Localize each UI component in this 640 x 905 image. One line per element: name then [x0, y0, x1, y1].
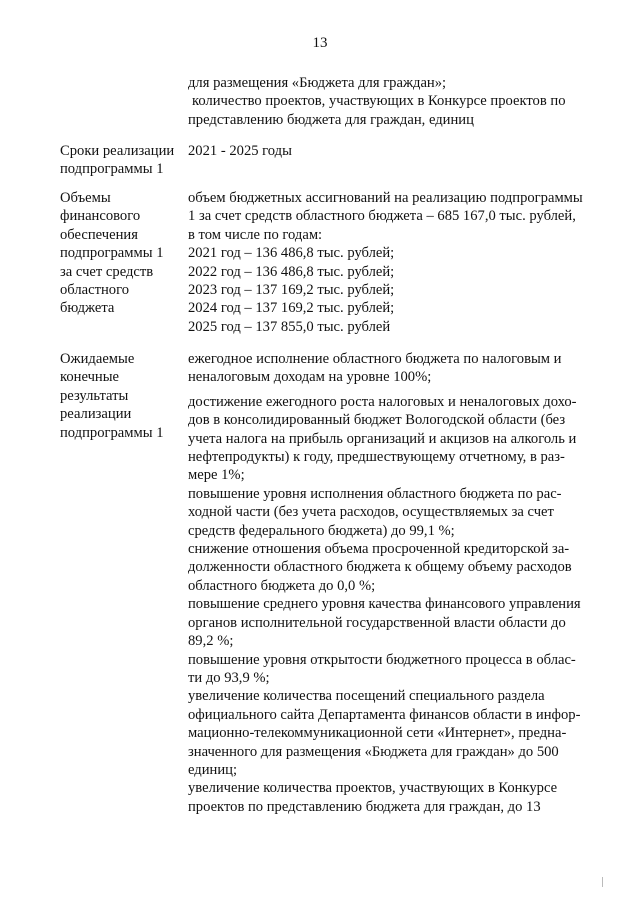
value-line: увеличение количества проектов, участвующих в Конкурсе [188, 780, 558, 797]
row-label-funding [60, 189, 178, 318]
row-label-terms [60, 142, 178, 179]
label-line: бюджета [60, 300, 115, 317]
value-line: официального сайта Департамента финансов области в инфор- [188, 706, 581, 723]
value-line: повышение уровня открытости бюджетного процесса в облас- [188, 651, 576, 668]
text-line: представлению бюджета для граждан, единиц [188, 111, 474, 128]
value-line: мационно-телекоммуникационной сети «Интернет», предна- [188, 725, 567, 742]
value-line: нефтепродукты) к году, предшествующему отчетному, в раз- [188, 449, 565, 466]
value-line: в том числе по годам: [188, 226, 323, 243]
result-item [188, 651, 608, 688]
value-line: областного бюджета до 0,0 %; [188, 577, 376, 594]
label-line: реализации [60, 406, 132, 423]
label-line: финансового [60, 208, 141, 225]
value-line: 2025 год – 137 855,0 тыс. рублей [188, 318, 391, 335]
value-line: дов в консолидированный бюджет Вологодской области (без [188, 412, 566, 429]
value-line: достижение ежегодного роста налоговых и неналоговых дохо- [188, 393, 577, 410]
value-line: 1 за счет средств областного бюджета – 685 167,0 тыс. рублей, [188, 208, 576, 225]
label-line: обеспечения [60, 226, 138, 243]
result-item [188, 687, 608, 779]
page-number: 13 [312, 35, 328, 51]
result-item [188, 393, 608, 485]
scan-mark [602, 877, 603, 887]
label-line: Ожидаемые [60, 351, 135, 367]
value-line: долженности областного бюджета к общему объему расходов [188, 559, 572, 576]
value-line: проектов по представлению бюджета для граждан, до 13 [188, 798, 541, 815]
row-value-terms [188, 142, 608, 160]
value-line: средств федерального бюджета) до 99,1 %; [188, 522, 455, 539]
result-item [188, 540, 608, 595]
label-line: подпрограммы 1 [60, 245, 164, 262]
label-line: Сроки реализации [60, 143, 175, 159]
label-line: Объемы [60, 190, 111, 206]
row-value-funding [188, 189, 608, 336]
value-line: увеличение количества посещений специального раздела [188, 688, 545, 705]
value-line: ти до 93,9 %; [188, 669, 270, 686]
value-line: 2021 год – 136 486,8 тыс. рублей; [188, 245, 395, 262]
text-line: количество проектов, участвующих в Конкурсе проектов по [192, 93, 566, 110]
value-line: ежегодное исполнение областного бюджета по налоговым и [188, 351, 562, 367]
value-line: снижение отношения объема просроченной кредиторской за- [188, 541, 570, 558]
value-line: 2021 - 2025 годы [188, 143, 292, 159]
label-line: подпрограммы 1 [60, 424, 164, 441]
value-line: 2024 год – 137 169,2 тыс. рублей; [188, 300, 395, 317]
value-line: ходной части (без учета расходов, осуществляемых за счет [188, 504, 554, 521]
result-item [188, 595, 608, 650]
label-line: областного [60, 282, 129, 299]
label-line: за счет средств [60, 263, 154, 280]
label-line: результаты [60, 387, 129, 404]
value-line: значенного для размещения «Бюджета для граждан» до 500 [188, 743, 559, 760]
value-line: единиц; [188, 761, 238, 778]
label-line: конечные [60, 369, 120, 386]
label-line: подпрограммы 1 [60, 161, 164, 178]
value-line: 89,2 %; [188, 633, 234, 650]
row-value-results [188, 350, 608, 816]
value-line: 2022 год – 136 486,8 тыс. рублей; [188, 263, 395, 280]
text-line: для размещения «Бюджета для граждан»; [188, 75, 447, 91]
value-line: учета налога на прибыль организаций и акцизов на алкоголь и [188, 430, 577, 447]
continuation-text [188, 74, 608, 129]
value-line: органов исполнительной государственной власти области до [188, 614, 566, 631]
value-line: повышение уровня исполнения областного бюджета по рас- [188, 485, 562, 502]
value-line: повышение среднего уровня качества финансового управления [188, 596, 581, 613]
value-line: мере 1%; [188, 467, 245, 484]
value-line: неналоговым доходам на уровне 100%; [188, 369, 432, 386]
row-label-results [60, 350, 178, 442]
value-line: объем бюджетных ассигнований на реализацию подпрограммы [188, 190, 583, 206]
result-item [188, 350, 608, 387]
result-item [188, 779, 608, 816]
result-item [188, 485, 608, 540]
value-line: 2023 год – 137 169,2 тыс. рублей; [188, 282, 395, 299]
